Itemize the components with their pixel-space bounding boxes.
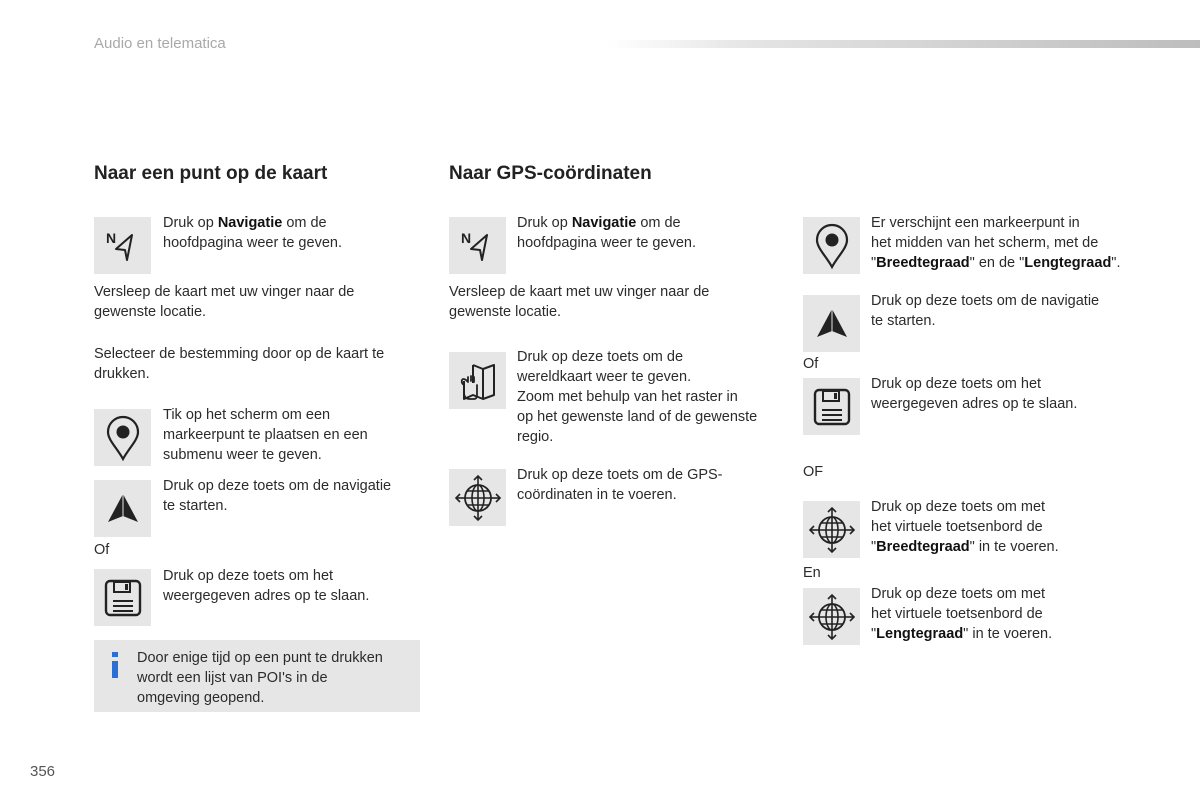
left-paragraph-select: Selecteer de bestemming door op de kaart te drukken. <box>94 346 385 382</box>
gps-globe-icon <box>803 588 860 645</box>
middle-paragraph-drag: Versleep de kaart met uw vinger naar de gewenste locatie. <box>449 284 710 320</box>
right-step5-text: Druk op deze toets om met het virtuele toetsenbord de "Lengtegraad" in te voeren. <box>871 586 1053 642</box>
right-step1-text: Er verschijnt een markeerpunt in het midden van het scherm, met de "Breedtegraad" en de "Lengtegraad". <box>871 215 1121 271</box>
right-and-label: En <box>803 565 821 581</box>
navigate-arrow-icon <box>94 480 151 537</box>
map-pin-icon <box>94 409 151 466</box>
gps-globe-icon <box>803 501 860 558</box>
left-step1-text: Druk op Navigatie om de hoofdpagina weer te geven. <box>163 215 342 251</box>
info-note-text: Door enige tijd op een punt te drukken wordt een lijst van POI's in de omgeving geopend. <box>137 650 383 706</box>
navigation-compass-icon <box>449 217 506 274</box>
right-step2-text: Druk op deze toets om de navigatie te starten. <box>871 293 1100 329</box>
header-decoration-bar <box>606 40 1200 48</box>
left-step4-text: Druk op deze toets om het weergegeven adres op te slaan. <box>163 568 370 604</box>
left-heading: Naar een punt op de kaart <box>94 163 328 184</box>
left-or-label: Of <box>94 542 110 558</box>
map-pin-icon <box>803 217 860 274</box>
middle-step2-text: Druk op deze toets om de wereldkaart weer te geven. Zoom met behulp van het raster in op het gewenste land of de gewenste regio. <box>517 349 758 445</box>
page-number: 356 <box>30 763 56 780</box>
save-disk-icon <box>94 569 151 626</box>
right-step3-text: Druk op deze toets om het weergegeven adres op te slaan. <box>871 376 1078 412</box>
info-note-box <box>94 640 420 712</box>
right-or-label: Of <box>803 356 819 372</box>
right-step4-text: Druk op deze toets om met het virtuele toetsenbord de "Breedtegraad" in te voeren. <box>871 499 1059 555</box>
navigate-arrow-icon <box>803 295 860 352</box>
left-step2-text: Tik op het scherm om een markeerpunt te plaatsen en een submenu weer te geven. <box>163 407 368 463</box>
info-icon <box>110 652 120 678</box>
navigation-compass-icon <box>94 217 151 274</box>
world-map-icon <box>449 352 506 409</box>
svg-text:N: N <box>105 229 116 246</box>
left-step3-text: Druk op deze toets om de navigatie te starten. <box>163 478 392 514</box>
middle-step1-text: Druk op Navigatie om de hoofdpagina weer te geven. <box>517 215 696 251</box>
middle-step3-text: Druk op deze toets om de GPS- coördinaten in te voeren. <box>517 467 723 503</box>
gps-globe-icon <box>449 469 506 526</box>
save-disk-icon <box>803 378 860 435</box>
section-title: Audio en telematica <box>94 35 226 52</box>
right-or-label-2: OF <box>803 464 824 480</box>
left-paragraph-drag: Versleep de kaart met uw vinger naar de gewenste locatie. <box>94 284 355 320</box>
svg-text:N: N <box>460 229 471 246</box>
middle-heading: Naar GPS-coördinaten <box>449 163 652 184</box>
